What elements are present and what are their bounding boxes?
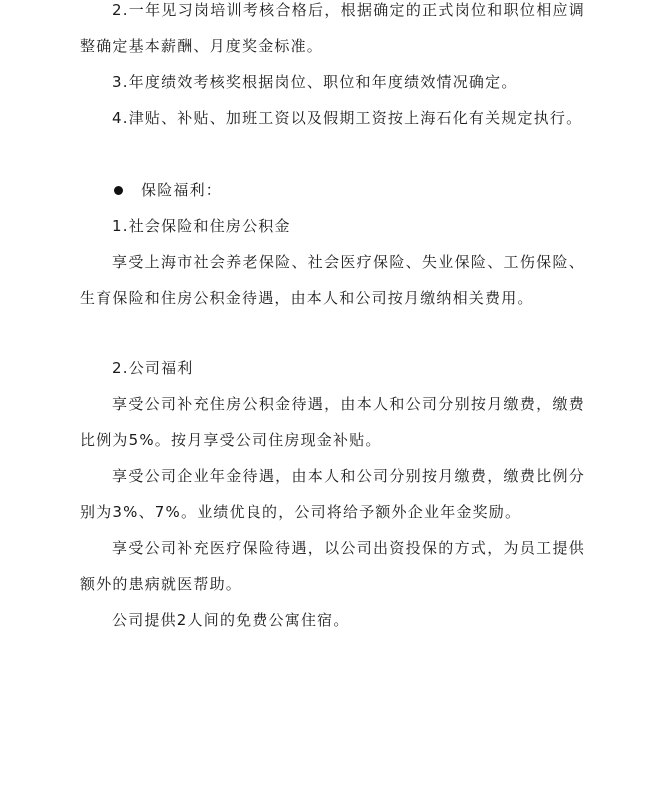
paragraph-salary-adjustment: 2.一年见习岗培训考核合格后，根据确定的正式岗位和职位相应调整确定基本薪酬、月度奖金标准。: [80, 1, 585, 55]
bullet-icon: [114, 186, 123, 195]
paragraph-housing-fund: 享受公司补充住房公积金待遇，由本人和公司分别按月缴费，缴费比例为5%。按月享受公司住房现金补贴。: [80, 395, 585, 449]
paragraph-enterprise-annuity: 享受公司企业年金待遇，由本人和公司分别按月缴费，缴费比例分别为3%、7%。业绩优良的，公司将给予额外企业年金奖励。: [80, 467, 585, 521]
heading-company-welfare: 2.公司福利: [112, 359, 194, 377]
paragraph-allowances: 4.津贴、补贴、加班工资以及假期工资按上海石化有关规定执行。: [112, 109, 583, 127]
paragraph-annual-bonus: 3.年度绩效考核奖根据岗位、职位和年度绩效情况确定。: [112, 73, 518, 91]
bullet-heading-text: 保险福利：: [141, 181, 223, 199]
paragraph-social-insurance: 享受上海市社会养老保险、社会医疗保险、失业保险、工伤保险、生育保险和住房公积金待遇，由本人和公司按月缴纳相关费用。: [80, 253, 585, 307]
bullet-heading-insurance-welfare: [112, 172, 222, 208]
paragraph-medical-insurance: 享受公司补充医疗保险待遇，以公司出资投保的方式，为员工提供额外的患病就医帮助。: [80, 539, 585, 593]
paragraph-apartment: 公司提供2人间的免费公寓住宿。: [112, 611, 350, 629]
heading-social-insurance: 1.社会保险和住房公积金: [112, 217, 291, 235]
